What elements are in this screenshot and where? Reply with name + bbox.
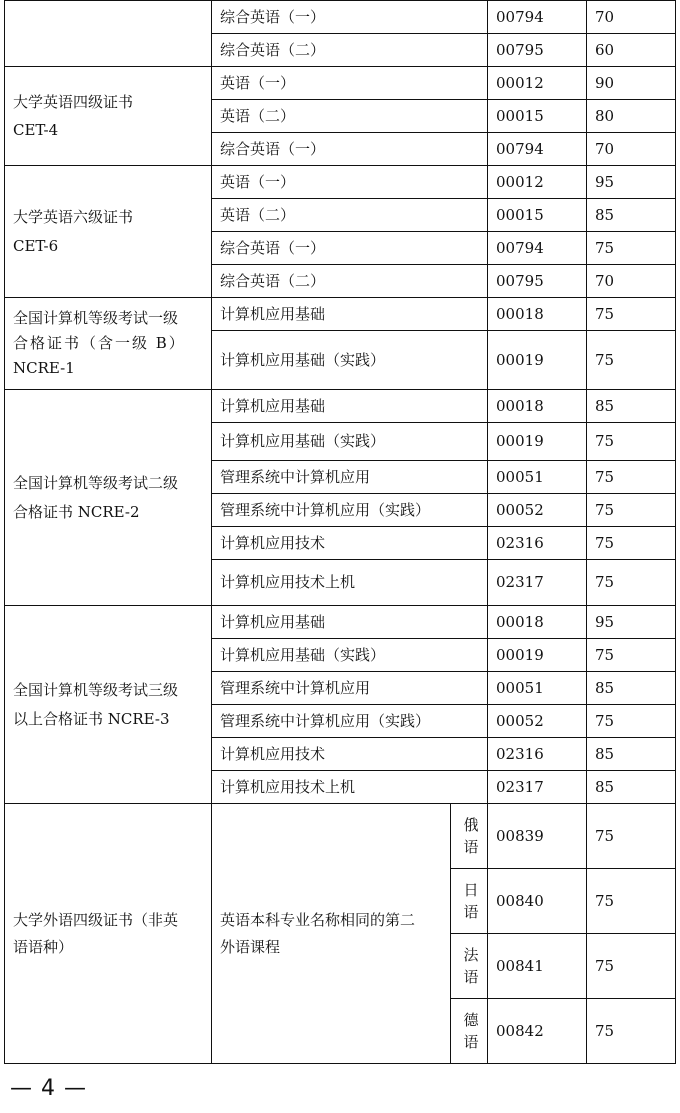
code-cell: 00019 xyxy=(488,639,587,672)
table-row xyxy=(5,67,676,100)
code-cell: 00794 xyxy=(488,232,587,265)
code-cell: 00012 xyxy=(488,67,587,100)
score-cell: 60 xyxy=(587,34,676,67)
cert-line: 大学英语四级证书 xyxy=(13,92,134,111)
score-cell: 75 xyxy=(587,331,676,390)
cert-cell-foreign xyxy=(5,804,212,1064)
code-cell: 00012 xyxy=(488,166,587,199)
code-cell: 00019 xyxy=(488,331,587,390)
score-cell: 70 xyxy=(587,265,676,298)
score-cell: 85 xyxy=(587,672,676,705)
score-cell: 80 xyxy=(587,100,676,133)
code-cell: 00052 xyxy=(488,705,587,738)
lang-char: 语 xyxy=(463,968,479,986)
lang-char: 语 xyxy=(463,1033,479,1051)
score-cell: 75 xyxy=(587,560,676,606)
cert-line: 合格证书 NCRE-2 xyxy=(13,502,140,521)
cert-line: 全国计算机等级考试三级 xyxy=(13,681,179,699)
course-cell: 英语（一） xyxy=(212,166,488,199)
cert-cell-cet4 xyxy=(5,67,212,166)
score-cell: 90 xyxy=(587,67,676,100)
lang-char: 德 xyxy=(463,1010,479,1029)
cert-line: 大学外语四级证书（非英 xyxy=(13,911,179,929)
course-cell: 英语（一） xyxy=(212,67,488,100)
course-cell: 综合英语（二） xyxy=(212,265,488,298)
score-cell: 75 xyxy=(587,494,676,527)
course-cell: 计算机应用技术 xyxy=(212,738,488,771)
score-cell: 85 xyxy=(587,738,676,771)
cert-cell-empty xyxy=(5,1,212,67)
cert-cell-ncre1 xyxy=(5,298,212,390)
table-row xyxy=(5,606,676,639)
course-cell-merged xyxy=(212,804,451,1064)
cert-cell-cet6 xyxy=(5,166,212,298)
course-exemption-table xyxy=(4,0,676,1064)
code-cell: 00051 xyxy=(488,461,587,494)
table-row xyxy=(5,1,676,34)
code-cell: 00795 xyxy=(488,265,587,298)
cert-line: CET-4 xyxy=(13,121,59,139)
lang-char: 法 xyxy=(463,945,479,964)
score-cell: 70 xyxy=(587,1,676,34)
code-cell: 00052 xyxy=(488,494,587,527)
table-row xyxy=(5,298,676,331)
score-cell: 75 xyxy=(587,461,676,494)
course-cell: 计算机应用基础（实践） xyxy=(212,423,488,461)
score-cell: 75 xyxy=(587,705,676,738)
score-cell: 95 xyxy=(587,606,676,639)
code-cell: 00841 xyxy=(488,934,587,999)
score-cell: 95 xyxy=(587,166,676,199)
score-cell: 75 xyxy=(587,934,676,999)
score-cell: 75 xyxy=(587,423,676,461)
course-cell: 管理系统中计算机应用（实践） xyxy=(212,494,488,527)
course-cell: 综合英语（一） xyxy=(212,232,488,265)
course-cell: 计算机应用技术上机 xyxy=(212,560,488,606)
course-cell: 管理系统中计算机应用 xyxy=(212,672,488,705)
course-cell: 计算机应用基础（实践） xyxy=(212,639,488,672)
code-cell: 00015 xyxy=(488,100,587,133)
code-cell: 00019 xyxy=(488,423,587,461)
code-cell: 00842 xyxy=(488,999,587,1064)
cert-line: NCRE-1 xyxy=(13,358,75,377)
course-cell: 计算机应用技术 xyxy=(212,527,488,560)
lang-char: 语 xyxy=(463,838,479,856)
course-line: 英语本科专业名称相同的第二 xyxy=(220,911,416,929)
cert-line: 语语种） xyxy=(13,937,74,956)
cert-line: 全国计算机等级考试二级 xyxy=(13,474,179,492)
cert-line: 合格证书（含一级 B） xyxy=(13,334,186,353)
course-cell: 管理系统中计算机应用 xyxy=(212,461,488,494)
code-cell: 02316 xyxy=(488,527,587,560)
score-cell: 70 xyxy=(587,133,676,166)
course-cell: 综合英语（一） xyxy=(212,1,488,34)
lang-char: 俄 xyxy=(463,815,479,834)
cert-cell-ncre3 xyxy=(5,606,212,804)
course-cell: 英语（二） xyxy=(212,199,488,232)
course-line: 外语课程 xyxy=(220,937,281,956)
code-cell: 00018 xyxy=(488,390,587,423)
course-cell: 计算机应用基础 xyxy=(212,606,488,639)
score-cell: 75 xyxy=(587,869,676,934)
score-cell: 75 xyxy=(587,298,676,331)
table-row xyxy=(5,804,676,869)
code-cell: 00839 xyxy=(488,804,587,869)
cert-line: CET-6 xyxy=(13,236,59,255)
score-cell: 85 xyxy=(587,771,676,804)
score-cell: 75 xyxy=(587,639,676,672)
score-cell: 75 xyxy=(587,232,676,265)
score-cell: 75 xyxy=(587,999,676,1064)
language-cell xyxy=(451,999,488,1064)
page-number: — 4 — xyxy=(10,1076,87,1101)
code-cell: 00018 xyxy=(488,606,587,639)
code-cell: 02317 xyxy=(488,560,587,606)
score-cell: 75 xyxy=(587,804,676,869)
code-cell: 00795 xyxy=(488,34,587,67)
code-cell: 00840 xyxy=(488,869,587,934)
course-cell: 计算机应用技术上机 xyxy=(212,771,488,804)
lang-char: 语 xyxy=(463,903,479,921)
code-cell: 00018 xyxy=(488,298,587,331)
course-cell: 综合英语（二） xyxy=(212,34,488,67)
score-cell: 85 xyxy=(587,199,676,232)
language-cell xyxy=(451,804,488,869)
course-cell: 计算机应用基础 xyxy=(212,390,488,423)
code-cell: 00794 xyxy=(488,1,587,34)
course-cell: 英语（二） xyxy=(212,100,488,133)
code-cell: 02317 xyxy=(488,771,587,804)
language-cell xyxy=(451,934,488,999)
cert-cell-ncre2 xyxy=(5,390,212,606)
lang-char: 日 xyxy=(463,880,479,899)
course-cell: 计算机应用基础（实践） xyxy=(212,331,488,390)
cert-line: 以上合格证书 NCRE-3 xyxy=(13,709,170,728)
code-cell: 00794 xyxy=(488,133,587,166)
code-cell: 00015 xyxy=(488,199,587,232)
score-cell: 75 xyxy=(587,527,676,560)
cert-line: 全国计算机等级考试一级 xyxy=(13,309,179,328)
code-cell: 00051 xyxy=(488,672,587,705)
course-cell: 管理系统中计算机应用（实践） xyxy=(212,705,488,738)
score-cell: 85 xyxy=(587,390,676,423)
course-cell: 综合英语（一） xyxy=(212,133,488,166)
course-cell: 计算机应用基础 xyxy=(212,298,488,331)
language-cell xyxy=(451,869,488,934)
cert-line: 大学英语六级证书 xyxy=(13,208,134,226)
table-row xyxy=(5,166,676,199)
table-row xyxy=(5,390,676,423)
code-cell: 02316 xyxy=(488,738,587,771)
